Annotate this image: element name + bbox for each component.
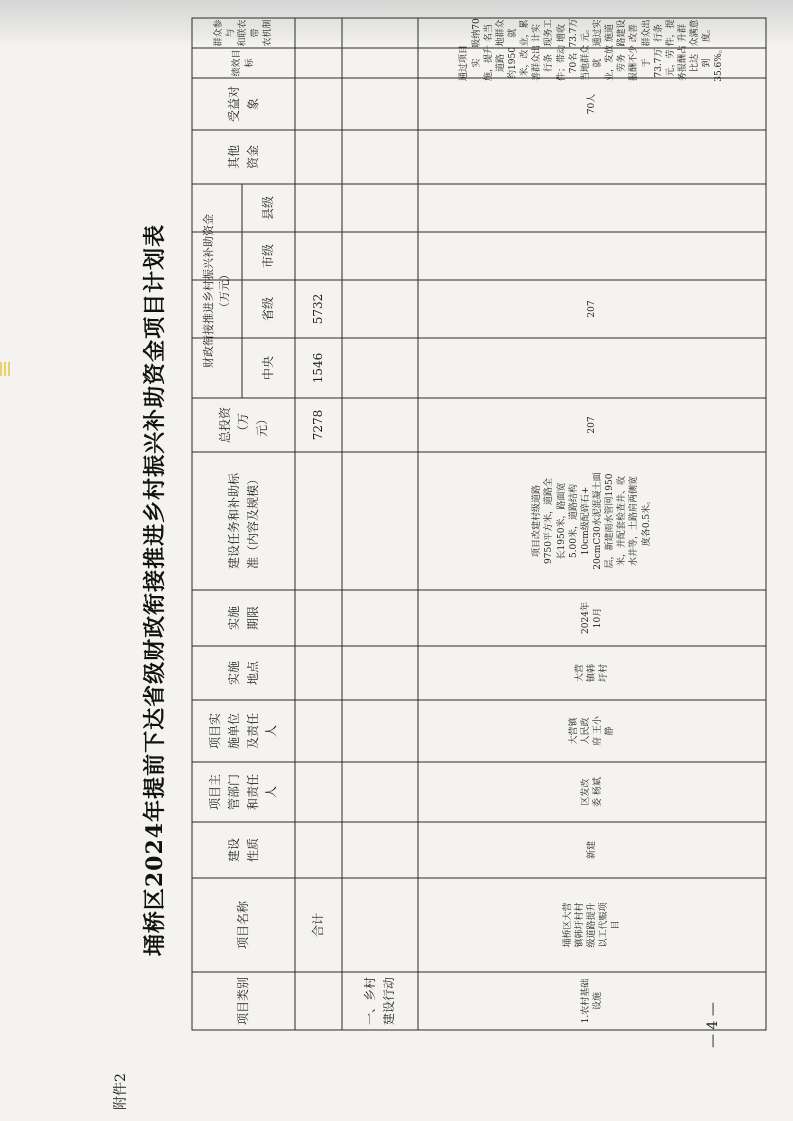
item-beneficiary: 70人 [586, 93, 597, 115]
header-city: 市级 [261, 244, 276, 269]
item-mechanism: 吸纳70名当 地群众就 业，累计实 现务工增收 73.7万元。 通过实施道 路建设改善 群众出行条 件，提升群 众满意度。 [471, 18, 713, 48]
header-name: 项目名称 [236, 901, 251, 950]
item-name: 埇桥区大营 镇韩圩村村 级道路提升 以工代赈项 目 [562, 902, 622, 948]
header-nature: 建设 性质 [226, 838, 260, 863]
item-provincial: 207 [586, 300, 597, 318]
item-location: 大营 镇韩 圩村 [574, 664, 610, 683]
total-row-central: 1546 [311, 352, 326, 384]
page-title: 埇桥区2024年提前下达省级财政衔接推进乡村振兴补助资金项目计划表 [142, 223, 168, 957]
item-period: 2024年 10月 [580, 602, 603, 634]
header-tasks: 建设任务和补助标 准（内容及规模） [226, 473, 260, 570]
header-central: 中央 [261, 356, 276, 381]
rotated-sheet [0, 10, 780, 1110]
header-period: 实施 期限 [226, 606, 260, 631]
header-fund-group: 财政衔接推进乡村振兴补助资金 （万元） [201, 214, 231, 368]
header-beneficiary: 受益对 象 [226, 86, 260, 123]
item-total-investment: 207 [586, 416, 597, 434]
item-goal: 通过项目实 施，提升道路 约1950米，改 善群众出行条 件；带动70名 当地群众就 业，发放劳务 报酬不少于 73.7万元，劳 务报酬占比达 到35.6%。 [459, 44, 725, 82]
header-provincial: 省级 [261, 297, 276, 322]
total-row-label: 合计 [311, 913, 326, 938]
attachment-label: 附件2 [113, 1073, 129, 1110]
header-county: 县级 [261, 196, 276, 221]
header-total: 总投资 （万 元） [217, 407, 269, 444]
header-goal: 绩效目标 [232, 49, 255, 77]
item-category: 1.农村基础 设施 [580, 978, 603, 1024]
page-number: — 4 — [705, 1002, 721, 1048]
header-category: 项目类别 [236, 977, 251, 1026]
item-nature: 新建 [586, 841, 597, 860]
total-row-provincial: 5732 [311, 293, 326, 325]
header-location: 实施 地点 [226, 661, 260, 686]
item-tasks: 项目改建村级道路 9750平方米，道路全 长1950米，路面宽 5.00米，道路结构 10cm级配碎石+ 20cmC30水泥混凝土面 层，新建雨水管网1950 米，并配套检查井、收 水井等，土路肩两侧宽 度各0.5米。 [532, 472, 652, 570]
header-unit: 项目实 施单位 及责任 人 [208, 713, 279, 750]
section-row-category: 一、乡村 建设行动 [363, 977, 396, 1026]
total-row-investment: 7278 [311, 409, 326, 441]
header-dept: 项目主 管部门 和责任 人 [208, 774, 279, 811]
item-dept: 区发改 委 杨斌 [580, 777, 603, 807]
header-mechanism: 群众参与 和联农带 农机制 [214, 19, 273, 47]
header-other: 其他 资金 [226, 145, 260, 170]
item-unit: 大营镇 人民政 府 王小 静 [568, 716, 616, 746]
